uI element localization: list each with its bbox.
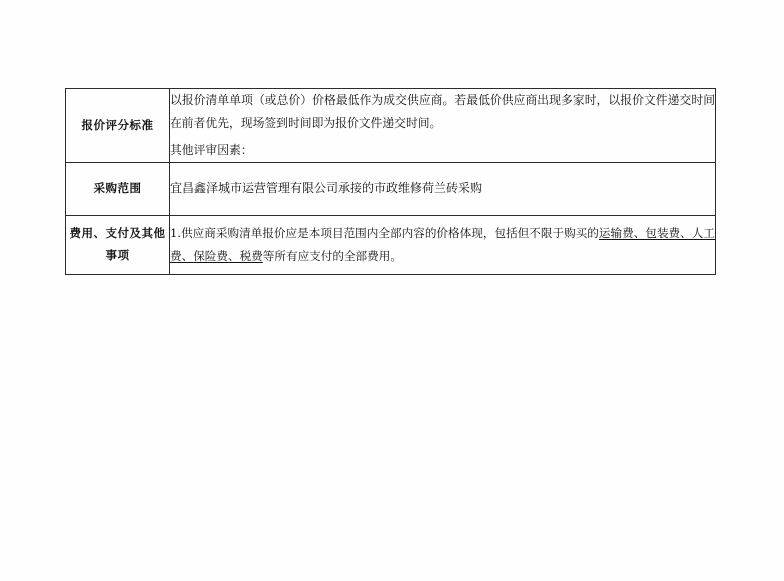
row-content-fees-payment-other	[170, 216, 716, 275]
table-row	[66, 163, 716, 216]
row-label-procurement-scope	[66, 163, 170, 216]
paragraph: 宜昌鑫泽城市运营管理有限公司承接的市政维修荷兰砖采购	[170, 181, 483, 196]
row-content-procurement-scope	[170, 163, 716, 216]
row-label-line: 报价评分标准	[81, 117, 154, 132]
paragraph: 其他评审因素：	[170, 143, 253, 157]
procurement-terms-table	[65, 88, 716, 275]
table-row	[66, 89, 716, 163]
paragraph: 1.供应商采购清单报价应是本项目范围内全部内容的价格体现，包括但不限于购买的运输费、包装费、人工费、保险费、税费等所有应支付的全部费用。	[170, 225, 715, 263]
row-label-fees-payment-other	[66, 216, 170, 275]
row-label-line: 费用、支付及其他	[69, 226, 166, 241]
table-row	[66, 216, 716, 275]
row-label-line: 采购范围	[93, 181, 142, 196]
row-label-scoring-criteria	[66, 89, 170, 163]
paragraph: 以报价清单单项（或总价）价格最低作为成交供应商。若最低价供应商出现多家时，以报价文件递交时间在前者优先，现场签到时间即为报价文件递交时间。	[170, 93, 715, 130]
row-content-scoring-criteria	[170, 89, 716, 163]
row-label-line: 事项	[105, 248, 130, 262]
